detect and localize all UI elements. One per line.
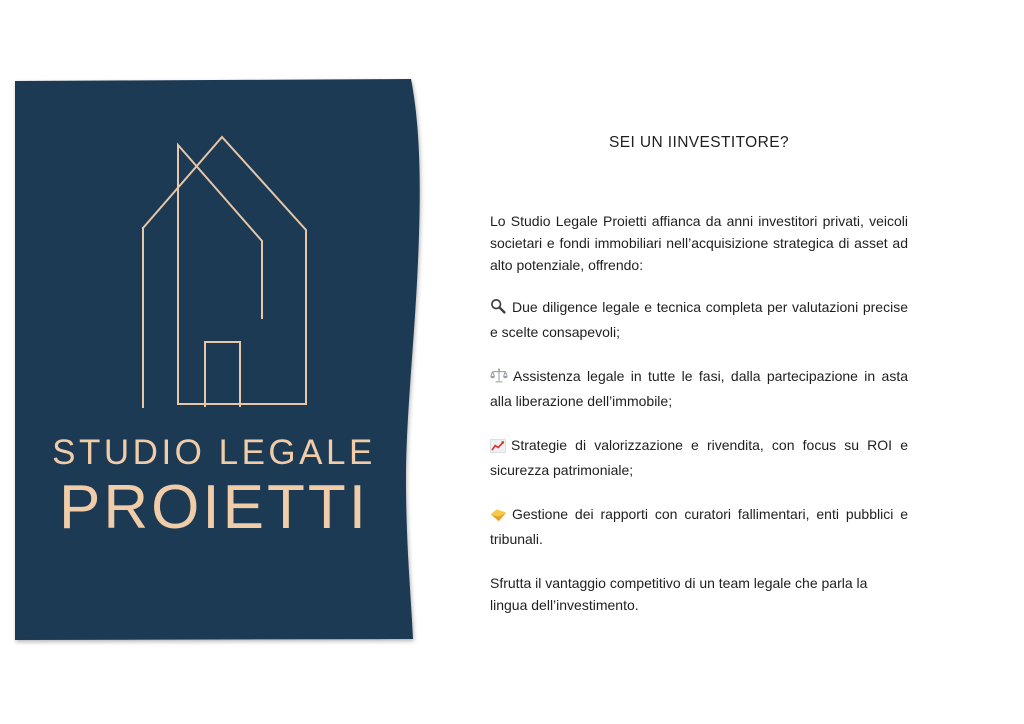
brand-panel-shape [15,79,420,640]
page-title: SEI UN IINVESTITORE? [609,134,789,151]
brand-name-line1: STUDIO LEGALE [52,433,376,472]
chart-increasing-icon [490,437,506,459]
handshake-icon [490,506,507,528]
intro-paragraph: Lo Studio Legale Proietti affianca da anni investitori privati, veicoli societari e fondi immobiliari nell’acquisizione strategica di asset ad alto potenziale, offrendo: [490,213,908,273]
bullet-text: Gestione dei rapporti con curatori fallimentari, enti pubblici e tribunali. [490,506,908,547]
bullet-strategie [490,434,908,481]
scales-icon [490,368,508,390]
bullet-assistenza-legale [490,365,908,412]
brand-name-line2: PROIETTI [59,473,369,542]
bullet-text: Due diligence legale e tecnica completa per valutazioni precise e scelte consapevoli; [490,299,908,340]
magnifier-icon [490,298,507,321]
bullet-text: Assistenza legale in tutte le fasi, dalla partecipazione in asta alla liberazione dell’immobile; [490,368,908,409]
bullet-due-diligence [490,296,908,343]
bullet-gestione-rapporti [490,503,908,550]
closing-paragraph: Sfrutta il vantaggio competitivo di un team legale che parla la lingua dell’investimento. [490,575,868,613]
brand-wordmark [16,430,412,540]
bullet-text: Strategie di valorizzazione e rivendita, con focus su ROI e sicurezza patrimoniale; [490,437,908,478]
content-column [490,132,908,616]
